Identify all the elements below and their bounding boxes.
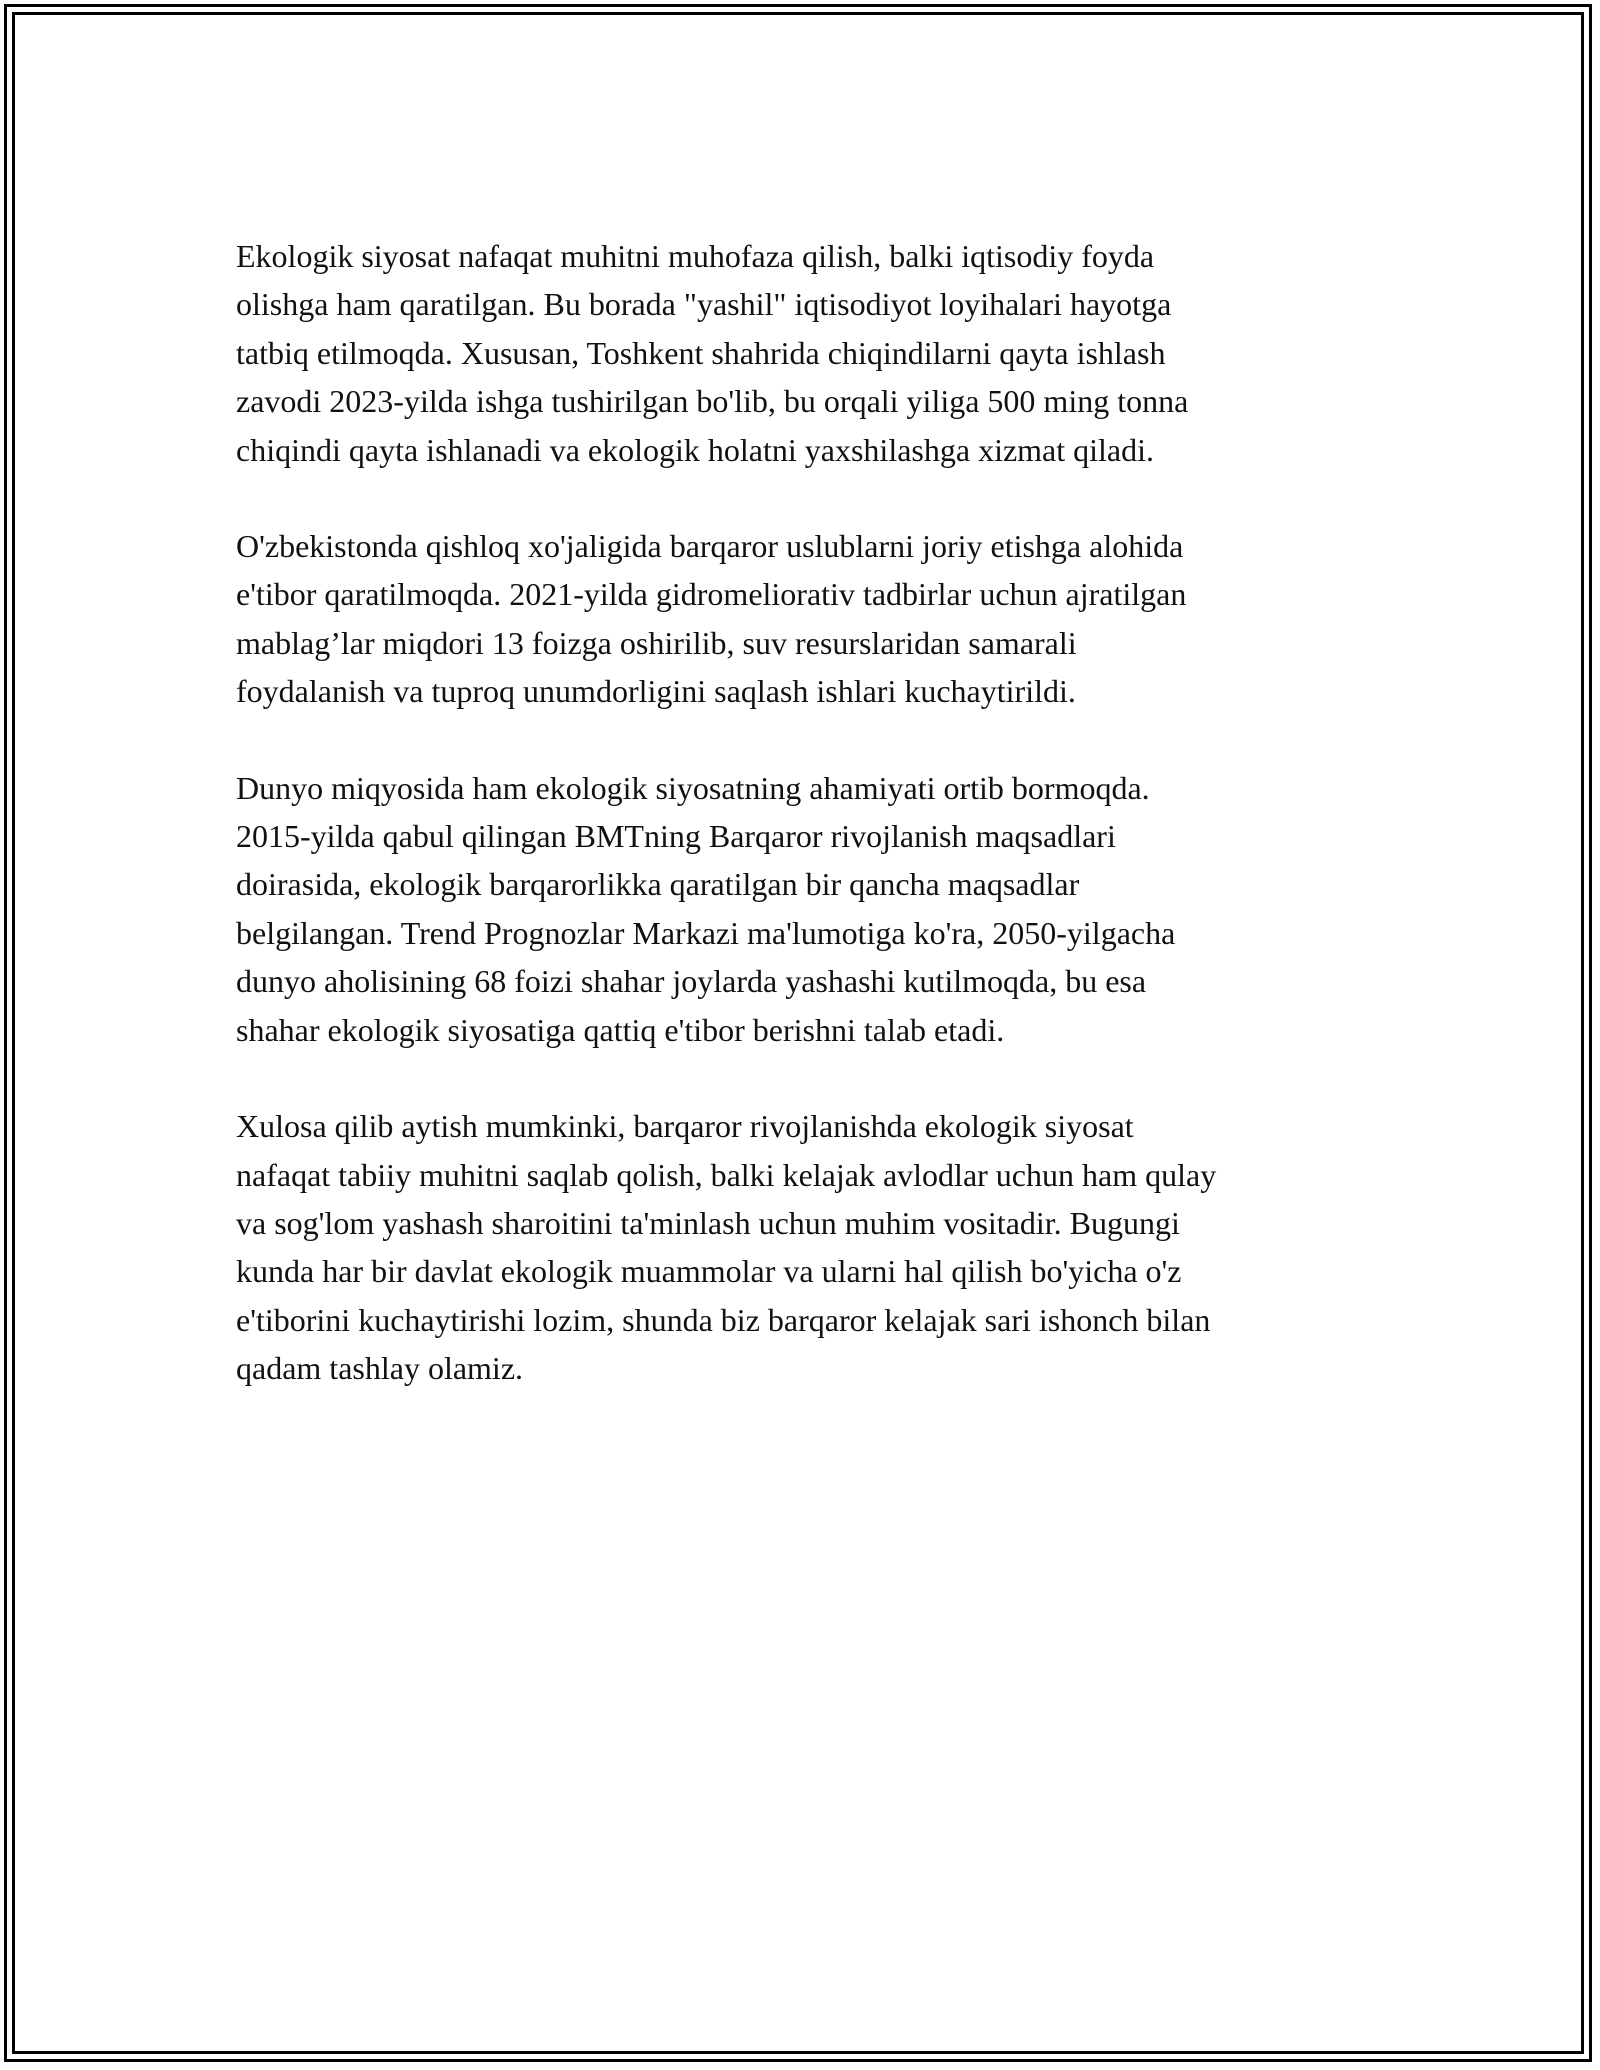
- text-line: kunda har bir davlat ekologik muammolar va ularni hal qilish bo'yicha o'z: [236, 1253, 1182, 1290]
- text-line: Xulosa qilib aytish mumkinki, barqaror rivojlanishda ekologik siyosat: [236, 1108, 1134, 1145]
- text-line: mablag’lar miqdori 13 foizga oshirilib, suv resurslaridan samarali: [236, 624, 1077, 661]
- text-line: O'zbekistonda qishloq xo'jaligida barqaror uslublarni joriy etishga alohida: [236, 528, 1184, 565]
- paragraph-economic-benefits: [236, 232, 1366, 474]
- text-line: Dunyo miqyosida ham ekologik siyosatning ahamiyati ortib bormoqda.: [236, 769, 1150, 806]
- text-line: dunyo aholisining 68 foizi shahar joylarda yashashi kutilmoqda, bu esa: [236, 963, 1147, 1000]
- text-line: chiqindi qayta ishlanadi va ekologik holatni yaxshilashga xizmat qiladi.: [236, 431, 1155, 468]
- text-line: e'tibor qaratilmoqda. 2021-yilda gidromeliorativ tadbirlar uchun ajratilgan: [236, 576, 1187, 613]
- paragraph-agriculture: [236, 522, 1366, 716]
- text-line: nafaqat tabiiy muhitni saqlab qolish, balki kelajak avlodlar uchun ham qulay: [236, 1156, 1217, 1193]
- paragraph-global-context: [236, 764, 1366, 1054]
- text-line: va sog'lom yashash sharoitini ta'minlash uchun muhim vositadir. Bugungi: [236, 1204, 1180, 1241]
- text-line: foydalanish va tuproq unumdorligini saqlash ishlari kuchaytirildi.: [236, 673, 1076, 710]
- text-line: tatbiq etilmoqda. Xususan, Toshkent shahrida chiqindilarni qayta ishlash: [236, 334, 1166, 371]
- paragraph-conclusion: [236, 1102, 1366, 1392]
- text-line: 2015-yilda qabul qilingan BMTning Barqaror rivojlanish maqsadlari: [236, 818, 1116, 855]
- text-line: qadam tashlay olamiz.: [236, 1350, 524, 1387]
- text-line: e'tiborini kuchaytirishi lozim, shunda biz barqaror kelajak sari ishonch bilan: [236, 1301, 1211, 1338]
- text-line: zavodi 2023-yilda ishga tushirilgan bo'lib, bu orqali yiliga 500 ming tonna: [236, 383, 1189, 420]
- document-body: [236, 232, 1366, 1441]
- text-line: belgilangan. Trend Prognozlar Markazi ma'lumotiga ko'ra, 2050-yilgacha: [236, 914, 1176, 951]
- text-line: Ekologik siyosat nafaqat muhitni muhofaza qilish, balki iqtisodiy foyda: [236, 238, 1155, 274]
- text-line: shahar ekologik siyosatiga qattiq e'tibor berishni talab etadi.: [236, 1011, 1005, 1048]
- text-line: olishga ham qaratilgan. Bu borada "yashil" iqtisodiyot loyihalari hayotga: [236, 286, 1172, 323]
- text-line: doirasida, ekologik barqarorlikka qaratilgan bir qancha maqsadlar: [236, 866, 1080, 903]
